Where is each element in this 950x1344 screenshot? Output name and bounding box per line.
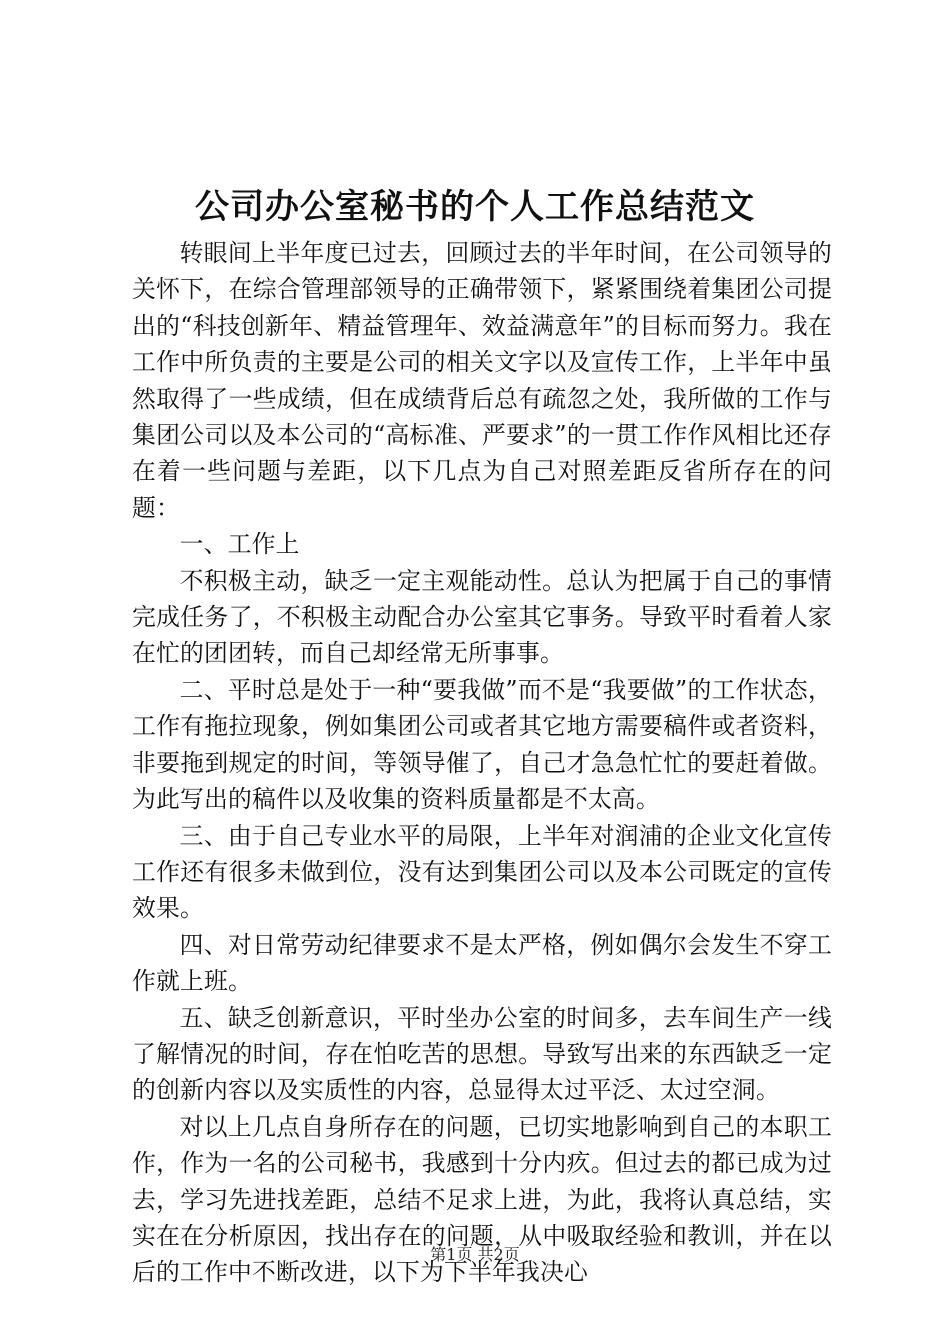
document-title: 公司办公室秘书的个人工作总结范文 <box>195 187 755 227</box>
paragraph-issue-4: 四、对日常劳动纪律要求不是太严格，例如偶尔会发生不穿工作就上班。 <box>132 930 832 996</box>
paragraph-conclusion: 对以上几点自身所存在的问题，已切实地影响到自己的本职工作，作为一名的公司秘书，我感到十分内疚。但过去的都已成为过去，学习先进找差距，总结不足求上进，为此，我将认真总结，实实在在分析原因，找出存在的问题，从中吸取经验和教训，并在以后的工作中不断改进，以下为下半年我决心 <box>132 1112 832 1287</box>
paragraph-issue-3: 三、由于自己专业水平的局限，上半年对润浦的企业文化宣传工作还有很多未做到位，没有达到集团公司以及本公司既定的宣传效果。 <box>132 821 832 923</box>
paragraph-issue-1: 不积极主动，缺乏一定主观能动性。总认为把属于自己的事情完成任务了，不积极主动配合办公室其它事务。导致平时看着人家在忙的团团转，而自己却经常无所事事。 <box>132 566 832 668</box>
paragraph-issue-5: 五、缺乏创新意识，平时坐办公室的时间多，去车间生产一线了解情况的时间，存在怕吃苦的思想。导致写出来的东西缺乏一定的创新内容以及实质性的内容，总显得太过平泛、太过空洞。 <box>132 1003 832 1105</box>
paragraph-intro: 转眼间上半年度已过去，回顾过去的半年时间，在公司领导的关怀下，在综合管理部领导的正确带领下，紧紧围绕着集团公司提出的“科技创新年、精益管理年、效益满意年”的目标而努力。我在工作中所负责的主要是公司的相关文字以及宣传工作，上半年中虽然取得了一些成绩，但在成绩背后总有疏忽之处，我所做的工作与集团公司以及本公司的“高标准、严要求”的一贯工作作风相比还存在着一些问题与差距，以下几点为自己对照差距反省所存在的问题： <box>132 239 832 522</box>
paragraph-section-heading: 一、工作上 <box>179 530 300 559</box>
page-footer: 第1页 共2页 <box>430 1245 520 1264</box>
document-body <box>132 235 832 1291</box>
paragraph-issue-2: 二、平时总是处于一种“要我做”而不是“我要做”的工作状态，工作有拖拉现象，例如集团公司或者其它地方需要稿件或者资料，非要拖到规定的时间，等领导催了，自己才急急忙忙的要赶着做。为此写出的稿件以及收集的资料质量都是不太高。 <box>132 675 832 814</box>
